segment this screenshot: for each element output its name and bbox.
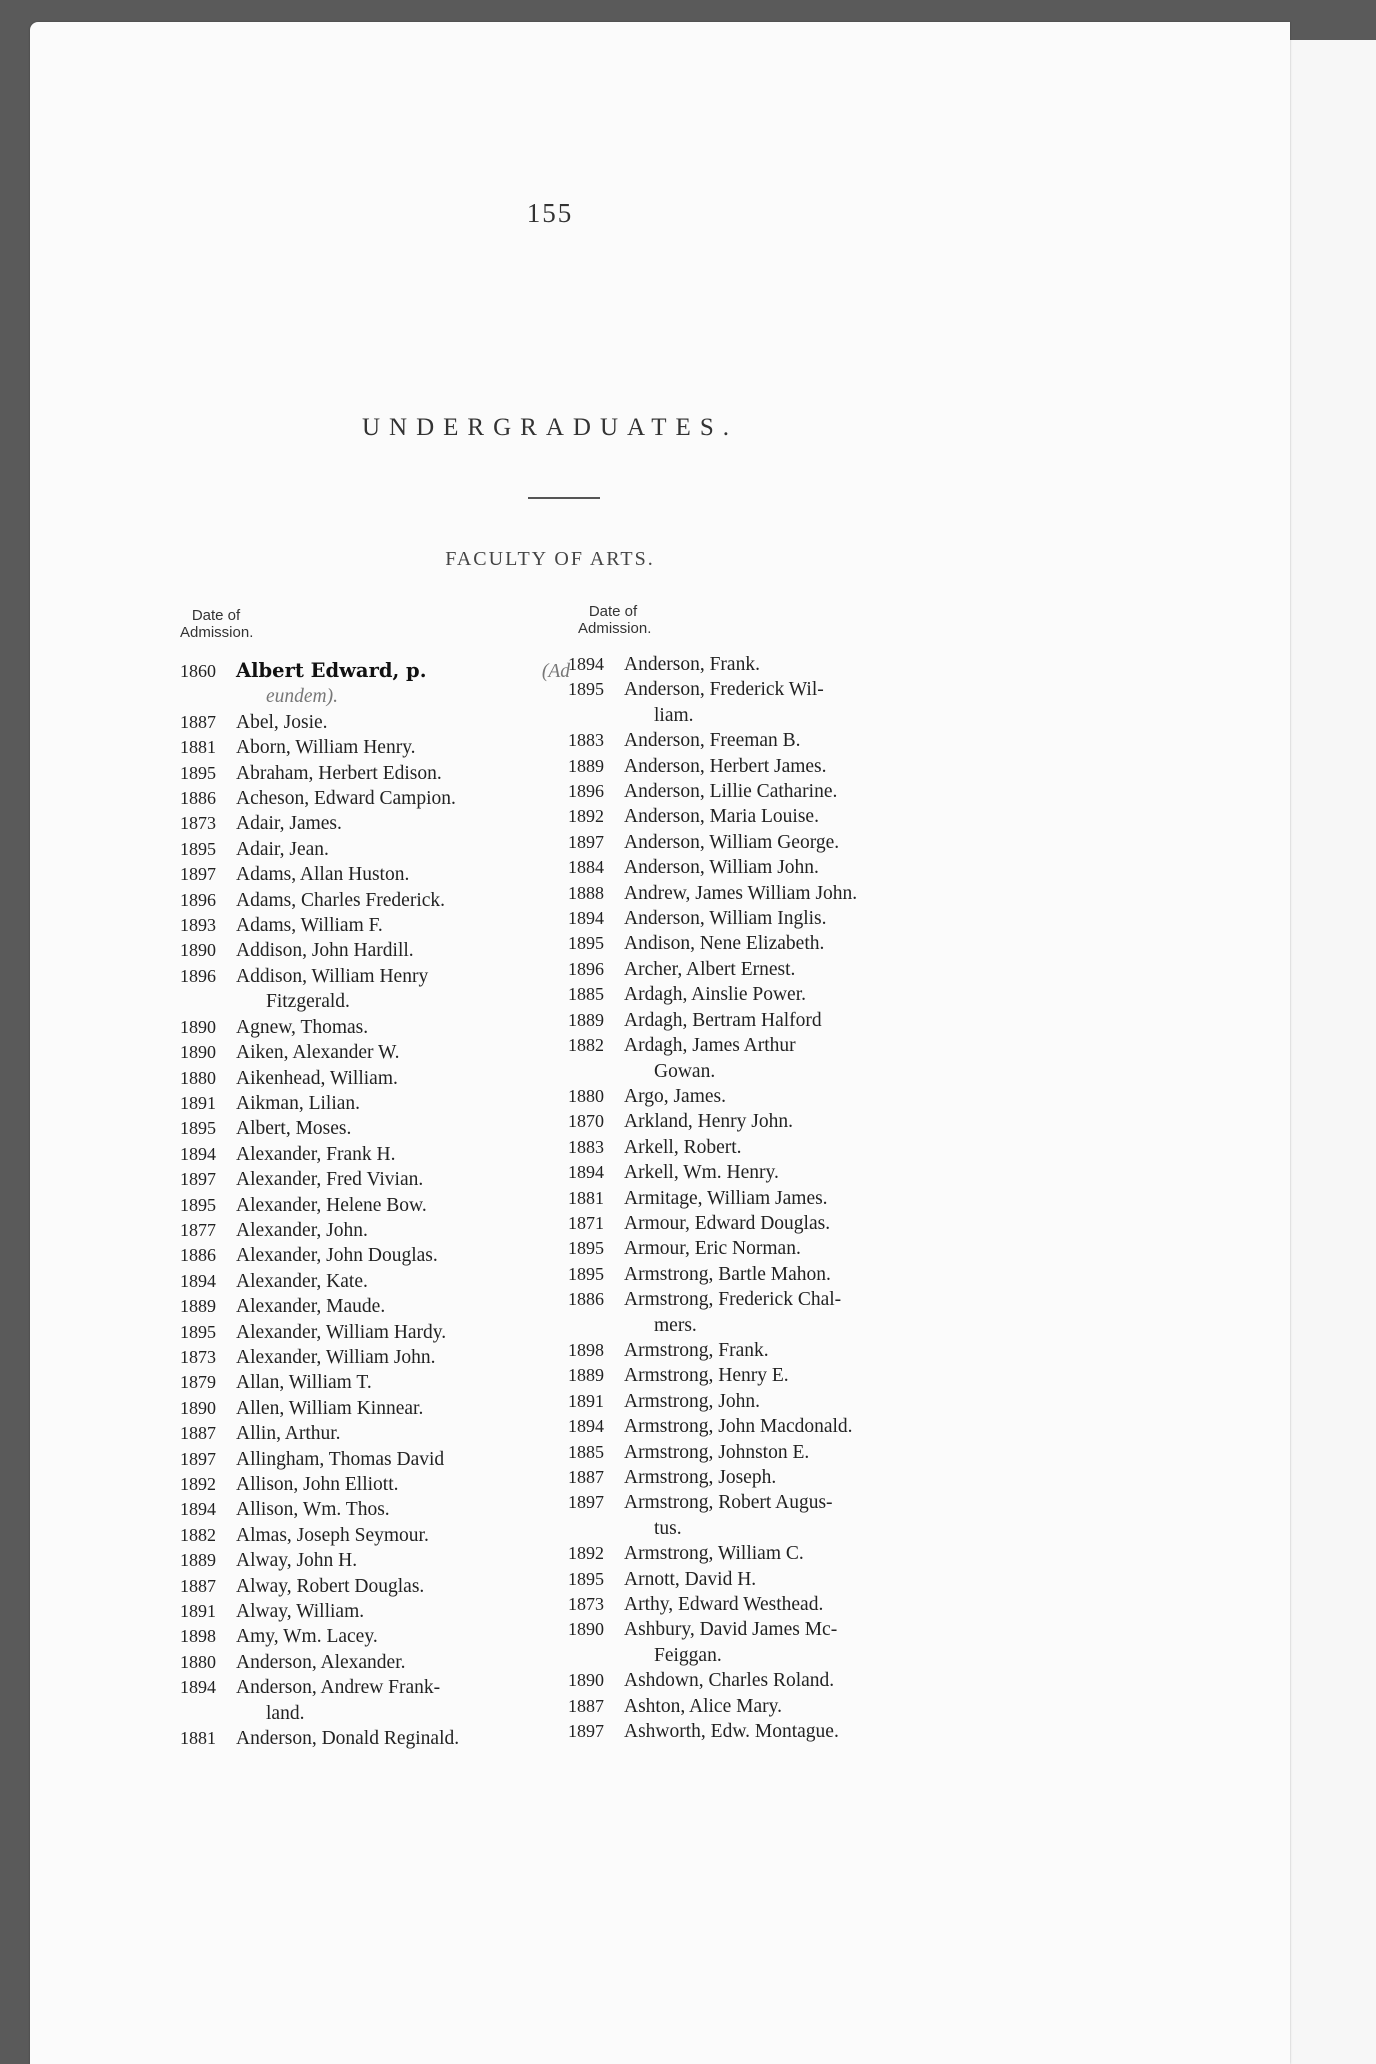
list-item bbox=[180, 1040, 570, 1065]
list-item bbox=[180, 1574, 570, 1599]
name-continuation: land. bbox=[266, 1702, 305, 1724]
admission-year: 1897 bbox=[180, 1448, 216, 1469]
list-item bbox=[568, 1719, 968, 1744]
column-header-right: Date of Admission. bbox=[578, 603, 652, 637]
undergraduate-name: Anderson, William John. bbox=[624, 857, 819, 879]
list-item bbox=[568, 1440, 968, 1465]
list-item bbox=[180, 1675, 570, 1700]
admission-year: 1881 bbox=[180, 737, 216, 758]
list-item bbox=[568, 1109, 968, 1134]
undergraduate-name: Armstrong, Henry E. bbox=[624, 1365, 789, 1387]
admission-year: 1860 bbox=[180, 661, 216, 681]
admission-year: 1889 bbox=[180, 1296, 216, 1317]
admission-year: 1890 bbox=[180, 1042, 216, 1063]
list-item-continuation bbox=[568, 1516, 968, 1541]
list-item bbox=[180, 1650, 570, 1675]
admission-year: 1887 bbox=[180, 1575, 216, 1596]
column-header-left: Date of Admission. bbox=[180, 607, 254, 641]
undergraduate-name: Agnew, Thomas. bbox=[236, 1016, 369, 1038]
undergraduate-name: Arkland, Henry John. bbox=[624, 1111, 793, 1133]
undergraduate-name: Acheson, Edward Campion. bbox=[236, 788, 456, 810]
undergraduate-name: Aiken, Alexander W. bbox=[236, 1042, 400, 1064]
admission-year: 1873 bbox=[568, 1594, 604, 1615]
name-continuation: tus. bbox=[654, 1517, 682, 1539]
undergraduate-name: Aikman, Lilian. bbox=[236, 1092, 361, 1114]
admission-year: 1895 bbox=[568, 679, 604, 700]
undergraduate-name: Amy, Wm. Lacey. bbox=[236, 1626, 378, 1648]
list-item bbox=[180, 1091, 570, 1116]
admission-year: 1873 bbox=[180, 813, 216, 834]
admission-year: 1897 bbox=[180, 1169, 216, 1190]
name-continuation: Fitzgerald. bbox=[266, 991, 350, 1013]
admission-year: 1893 bbox=[180, 915, 216, 936]
right-column bbox=[568, 652, 968, 1744]
admission-year: 1897 bbox=[568, 1721, 604, 1742]
list-item bbox=[568, 1008, 968, 1033]
admission-year: 1896 bbox=[568, 958, 604, 979]
list-item bbox=[568, 677, 968, 702]
undergraduate-name: Ashworth, Edw. Montague. bbox=[624, 1721, 839, 1743]
page-number: 155 bbox=[526, 198, 574, 228]
list-item bbox=[180, 761, 570, 786]
admission-year: 1886 bbox=[568, 1289, 604, 1310]
admission-year: 1890 bbox=[180, 1397, 216, 1418]
undergraduate-name: Alexander, John Douglas. bbox=[236, 1245, 438, 1267]
undergraduate-name: Almas, Joseph Seymour. bbox=[236, 1524, 429, 1546]
undergraduate-name: Alway, Robert Douglas. bbox=[236, 1575, 425, 1597]
admission-year: 1881 bbox=[180, 1728, 216, 1749]
list-item bbox=[180, 1472, 570, 1497]
undergraduate-name: Ashdown, Charles Roland. bbox=[624, 1670, 835, 1692]
list-item bbox=[180, 1243, 570, 1268]
undergraduate-name: Anderson, William George. bbox=[624, 831, 840, 853]
admission-year: 1886 bbox=[180, 788, 216, 809]
admission-year: 1895 bbox=[568, 1263, 604, 1284]
list-item bbox=[180, 862, 570, 887]
list-item bbox=[568, 931, 968, 956]
name-continuation: liam. bbox=[654, 704, 694, 726]
name-continuation: eundem). bbox=[266, 686, 339, 708]
undergraduate-name: Anderson, Maria Louise. bbox=[624, 806, 819, 828]
list-item bbox=[568, 1363, 968, 1388]
admission-year: 1891 bbox=[568, 1390, 604, 1411]
admission-year: 1895 bbox=[180, 1118, 216, 1139]
list-item bbox=[568, 1135, 968, 1160]
undergraduate-name: Armstrong, Frederick Chal- bbox=[624, 1289, 842, 1311]
admission-year: 1890 bbox=[180, 1016, 216, 1037]
name-note: (Ad bbox=[541, 661, 570, 682]
list-item bbox=[180, 913, 570, 938]
list-item bbox=[180, 1015, 570, 1040]
list-item bbox=[568, 1694, 968, 1719]
admission-year: 1889 bbox=[568, 1365, 604, 1386]
admission-year: 1894 bbox=[180, 1143, 216, 1164]
admission-year: 1898 bbox=[180, 1626, 216, 1647]
undergraduate-name: Ardagh, Ainslie Power. bbox=[624, 984, 806, 1006]
list-item bbox=[180, 1523, 570, 1548]
list-item bbox=[180, 1370, 570, 1395]
list-item bbox=[568, 982, 968, 1007]
admission-year: 1897 bbox=[180, 864, 216, 885]
undergraduate-name: Armstrong, Johnston E. bbox=[624, 1441, 810, 1463]
list-item bbox=[568, 1617, 968, 1642]
admission-year: 1880 bbox=[180, 1651, 216, 1672]
list-item bbox=[568, 855, 968, 880]
undergraduate-name: Alway, William. bbox=[236, 1601, 365, 1623]
undergraduate-name: Alexander, Kate. bbox=[236, 1270, 368, 1292]
list-item-continuation bbox=[180, 1701, 570, 1726]
undergraduate-name: Anderson, Frederick Wil- bbox=[624, 679, 824, 701]
undergraduate-name: Armstrong, Frank. bbox=[624, 1339, 769, 1361]
list-item bbox=[180, 1193, 570, 1218]
undergraduate-name: Anderson, Herbert James. bbox=[624, 755, 827, 777]
admission-year: 1889 bbox=[568, 755, 604, 776]
list-item bbox=[568, 1490, 968, 1515]
admission-year: 1883 bbox=[568, 730, 604, 751]
undergraduate-name: Armitage, William James. bbox=[624, 1187, 828, 1209]
list-item-continuation bbox=[568, 1643, 968, 1668]
admission-year: 1895 bbox=[568, 1568, 604, 1589]
admission-year: 1896 bbox=[568, 781, 604, 802]
list-item bbox=[568, 1211, 968, 1236]
admission-year: 1894 bbox=[568, 908, 604, 929]
list-item bbox=[180, 1548, 570, 1573]
admission-year: 1895 bbox=[180, 838, 216, 859]
undergraduate-name: Alexander, Frank H. bbox=[236, 1143, 396, 1165]
list-item bbox=[180, 1320, 570, 1345]
undergraduate-name: Alway, John H. bbox=[236, 1550, 358, 1572]
undergraduate-name: Aborn, William Henry. bbox=[236, 737, 416, 759]
list-item bbox=[568, 1287, 968, 1312]
list-item bbox=[568, 1592, 968, 1617]
list-item bbox=[180, 1142, 570, 1167]
list-item bbox=[568, 1186, 968, 1211]
undergraduate-name: Adair, James. bbox=[236, 813, 342, 835]
undergraduate-name: Argo, James. bbox=[624, 1085, 727, 1107]
undergraduate-name: Ashton, Alice Mary. bbox=[624, 1695, 782, 1717]
list-item bbox=[180, 1447, 570, 1472]
undergraduate-name: Armstrong, Bartle Mahon. bbox=[624, 1263, 831, 1285]
list-item bbox=[180, 658, 570, 684]
admission-year: 1895 bbox=[568, 1238, 604, 1259]
admission-year: 1897 bbox=[568, 831, 604, 852]
list-item bbox=[180, 1294, 570, 1319]
list-item bbox=[180, 786, 570, 811]
undergraduate-name: Andison, Nene Elizabeth. bbox=[624, 933, 825, 955]
list-item bbox=[568, 1541, 968, 1566]
undergraduate-name: Anderson, Freeman B. bbox=[624, 730, 801, 752]
undergraduate-name: Arkell, Wm. Henry. bbox=[624, 1162, 779, 1184]
list-item bbox=[568, 1262, 968, 1287]
undergraduate-name: Arkell, Robert. bbox=[624, 1136, 742, 1158]
name-continuation: mers. bbox=[654, 1314, 697, 1336]
undergraduate-name: Archer, Albert Ernest. bbox=[624, 958, 796, 980]
section-title: UNDERGRADUATES. bbox=[362, 414, 738, 441]
admission-year: 1894 bbox=[568, 1162, 604, 1183]
undergraduate-name: Armstrong, John Macdonald. bbox=[624, 1416, 853, 1438]
undergraduate-name: Allan, William T. bbox=[236, 1372, 372, 1394]
admission-year: 1894 bbox=[180, 1677, 216, 1698]
list-item bbox=[180, 710, 570, 735]
list-item bbox=[180, 1624, 570, 1649]
undergraduate-name: Ashbury, David James Mc- bbox=[624, 1619, 838, 1641]
list-item bbox=[568, 1668, 968, 1693]
admission-year: 1894 bbox=[568, 654, 604, 674]
list-item bbox=[568, 1033, 968, 1058]
undergraduate-name: Armour, Eric Norman. bbox=[624, 1238, 801, 1260]
admission-year: 1887 bbox=[568, 1467, 604, 1487]
admission-year: 1887 bbox=[180, 711, 216, 732]
list-item bbox=[180, 1497, 570, 1522]
undergraduate-name: Arnott, David H. bbox=[624, 1568, 757, 1590]
list-item bbox=[180, 1218, 570, 1243]
list-item-continuation bbox=[180, 989, 570, 1014]
name-continuation: Feiggan. bbox=[654, 1644, 722, 1666]
list-item bbox=[568, 652, 968, 677]
left-column bbox=[180, 658, 570, 1751]
admission-year: 1880 bbox=[180, 1067, 216, 1088]
list-item-continuation bbox=[180, 684, 570, 709]
admission-year: 1892 bbox=[568, 1543, 604, 1564]
list-item bbox=[568, 881, 968, 906]
undergraduate-name: Anderson, Alexander. bbox=[236, 1651, 406, 1673]
list-item bbox=[568, 754, 968, 779]
admission-year: 1890 bbox=[568, 1619, 604, 1640]
list-item bbox=[568, 1236, 968, 1261]
list-item bbox=[180, 888, 570, 913]
admission-year: 1887 bbox=[180, 1423, 216, 1444]
undergraduate-name: Alexander, William Hardy. bbox=[236, 1321, 447, 1343]
admission-year: 1894 bbox=[568, 1416, 604, 1437]
list-item bbox=[568, 1160, 968, 1185]
admission-year: 1870 bbox=[568, 1111, 604, 1132]
list-item bbox=[568, 728, 968, 753]
undergraduate-name: Alexander, John. bbox=[236, 1219, 368, 1241]
list-item bbox=[180, 1396, 570, 1421]
list-item bbox=[568, 906, 968, 931]
undergraduate-name: Abel, Josie. bbox=[236, 711, 328, 733]
undergraduate-name: Addison, John Hardill. bbox=[236, 940, 414, 962]
admission-year: 1890 bbox=[568, 1670, 604, 1691]
admission-year: 1887 bbox=[568, 1695, 604, 1716]
list-item bbox=[180, 735, 570, 760]
admission-year: 1891 bbox=[180, 1601, 216, 1622]
admission-year: 1896 bbox=[180, 965, 216, 986]
list-item-continuation bbox=[568, 1059, 968, 1084]
list-item bbox=[180, 1599, 570, 1624]
faculty-heading: FACULTY OF ARTS. bbox=[445, 548, 655, 570]
admission-year: 1889 bbox=[180, 1550, 216, 1571]
list-item bbox=[568, 779, 968, 804]
list-item bbox=[180, 1269, 570, 1294]
admission-year: 1892 bbox=[180, 1474, 216, 1494]
title-divider bbox=[528, 497, 600, 499]
admission-year: 1897 bbox=[568, 1492, 604, 1513]
undergraduate-name: Albert Edward, p. bbox=[236, 659, 427, 682]
undergraduate-name: Abraham, Herbert Edison. bbox=[236, 762, 442, 784]
admission-year: 1895 bbox=[180, 762, 216, 783]
undergraduate-name: Alexander, Helene Bow. bbox=[236, 1194, 427, 1216]
list-item bbox=[180, 1345, 570, 1370]
undergraduate-name: Armstrong, William C. bbox=[624, 1543, 804, 1565]
admission-year: 1891 bbox=[180, 1092, 216, 1113]
undergraduate-name: Aikenhead, William. bbox=[236, 1067, 398, 1089]
admission-year: 1895 bbox=[568, 933, 604, 954]
list-item bbox=[180, 1726, 570, 1751]
admission-year: 1873 bbox=[180, 1346, 216, 1367]
undergraduate-name: Anderson, Frank. bbox=[624, 654, 760, 675]
admission-year: 1892 bbox=[568, 806, 604, 827]
undergraduate-name: Allin, Arthur. bbox=[236, 1423, 341, 1445]
list-item bbox=[568, 1338, 968, 1363]
admission-year: 1889 bbox=[568, 1009, 604, 1030]
list-item bbox=[568, 1414, 968, 1439]
admission-year: 1895 bbox=[180, 1321, 216, 1342]
admission-year: 1879 bbox=[180, 1372, 216, 1393]
admission-year: 1884 bbox=[568, 857, 604, 878]
undergraduate-name: Andrew, James William John. bbox=[624, 882, 858, 904]
undergraduate-name: Allen, William Kinnear. bbox=[236, 1397, 424, 1419]
undergraduate-name: Adams, Charles Frederick. bbox=[236, 889, 446, 911]
undergraduate-name: Adams, William F. bbox=[236, 915, 383, 937]
undergraduate-name: Alexander, Maude. bbox=[236, 1296, 386, 1318]
admission-year: 1894 bbox=[180, 1499, 216, 1520]
list-item bbox=[568, 804, 968, 829]
undergraduate-name: Adair, Jean. bbox=[236, 838, 329, 860]
undergraduate-name: Addison, William Henry bbox=[236, 965, 429, 987]
list-item bbox=[180, 938, 570, 963]
list-item bbox=[568, 830, 968, 855]
list-item bbox=[568, 957, 968, 982]
admission-year: 1886 bbox=[180, 1245, 216, 1266]
admission-year: 1894 bbox=[180, 1270, 216, 1291]
list-item bbox=[568, 1465, 968, 1490]
list-item bbox=[180, 837, 570, 862]
list-item bbox=[180, 964, 570, 989]
admission-year: 1890 bbox=[180, 940, 216, 961]
undergraduate-name: Armstrong, Robert Augus- bbox=[624, 1492, 833, 1514]
list-item bbox=[568, 1084, 968, 1109]
undergraduate-name: Adams, Allan Huston. bbox=[236, 864, 410, 886]
undergraduate-name: Ardagh, Bertram Halford bbox=[624, 1009, 822, 1031]
list-item bbox=[568, 1567, 968, 1592]
list-item-continuation bbox=[568, 703, 968, 728]
admission-year: 1871 bbox=[568, 1212, 604, 1233]
undergraduate-name: Armour, Edward Douglas. bbox=[624, 1212, 831, 1234]
admission-year: 1888 bbox=[568, 882, 604, 903]
undergraduate-name: Ardagh, James Arthur bbox=[624, 1035, 796, 1057]
admission-year: 1885 bbox=[568, 1441, 604, 1462]
admission-year: 1882 bbox=[568, 1035, 604, 1056]
list-item bbox=[180, 1167, 570, 1192]
list-item bbox=[180, 1421, 570, 1446]
undergraduate-name: Alexander, William John. bbox=[236, 1346, 436, 1368]
admission-year: 1883 bbox=[568, 1136, 604, 1157]
undergraduate-name: Anderson, Lillie Catharine. bbox=[624, 781, 838, 803]
name-continuation: Gowan. bbox=[654, 1060, 716, 1082]
undergraduate-name: Albert, Moses. bbox=[236, 1118, 352, 1140]
admission-year: 1885 bbox=[568, 984, 604, 1005]
undergraduate-name: Armstrong, John. bbox=[624, 1390, 760, 1412]
undergraduate-name: Arthy, Edward Westhead. bbox=[624, 1594, 824, 1616]
admission-year: 1880 bbox=[568, 1085, 604, 1106]
undergraduate-name: Anderson, Andrew Frank- bbox=[236, 1677, 441, 1699]
admission-year: 1896 bbox=[180, 889, 216, 910]
list-item bbox=[180, 1066, 570, 1091]
admission-year: 1881 bbox=[568, 1187, 604, 1208]
admission-year: 1882 bbox=[180, 1524, 216, 1545]
list-item bbox=[180, 811, 570, 836]
undergraduate-name: Allison, Wm. Thos. bbox=[236, 1499, 390, 1521]
undergraduate-name: Alexander, Fred Vivian. bbox=[236, 1169, 424, 1191]
admission-year: 1895 bbox=[180, 1194, 216, 1215]
undergraduate-name: Allingham, Thomas David bbox=[236, 1448, 445, 1470]
list-item bbox=[180, 1116, 570, 1141]
list-item-continuation bbox=[568, 1313, 968, 1338]
admission-year: 1898 bbox=[568, 1339, 604, 1360]
list-item bbox=[568, 1389, 968, 1414]
undergraduate-name: Anderson, William Inglis. bbox=[624, 908, 827, 930]
undergraduate-name: Anderson, Donald Reginald. bbox=[236, 1728, 460, 1750]
admission-year: 1877 bbox=[180, 1219, 216, 1240]
undergraduate-name: Allison, John Elliott. bbox=[236, 1474, 399, 1495]
undergraduate-name: Armstrong, Joseph. bbox=[624, 1467, 777, 1488]
